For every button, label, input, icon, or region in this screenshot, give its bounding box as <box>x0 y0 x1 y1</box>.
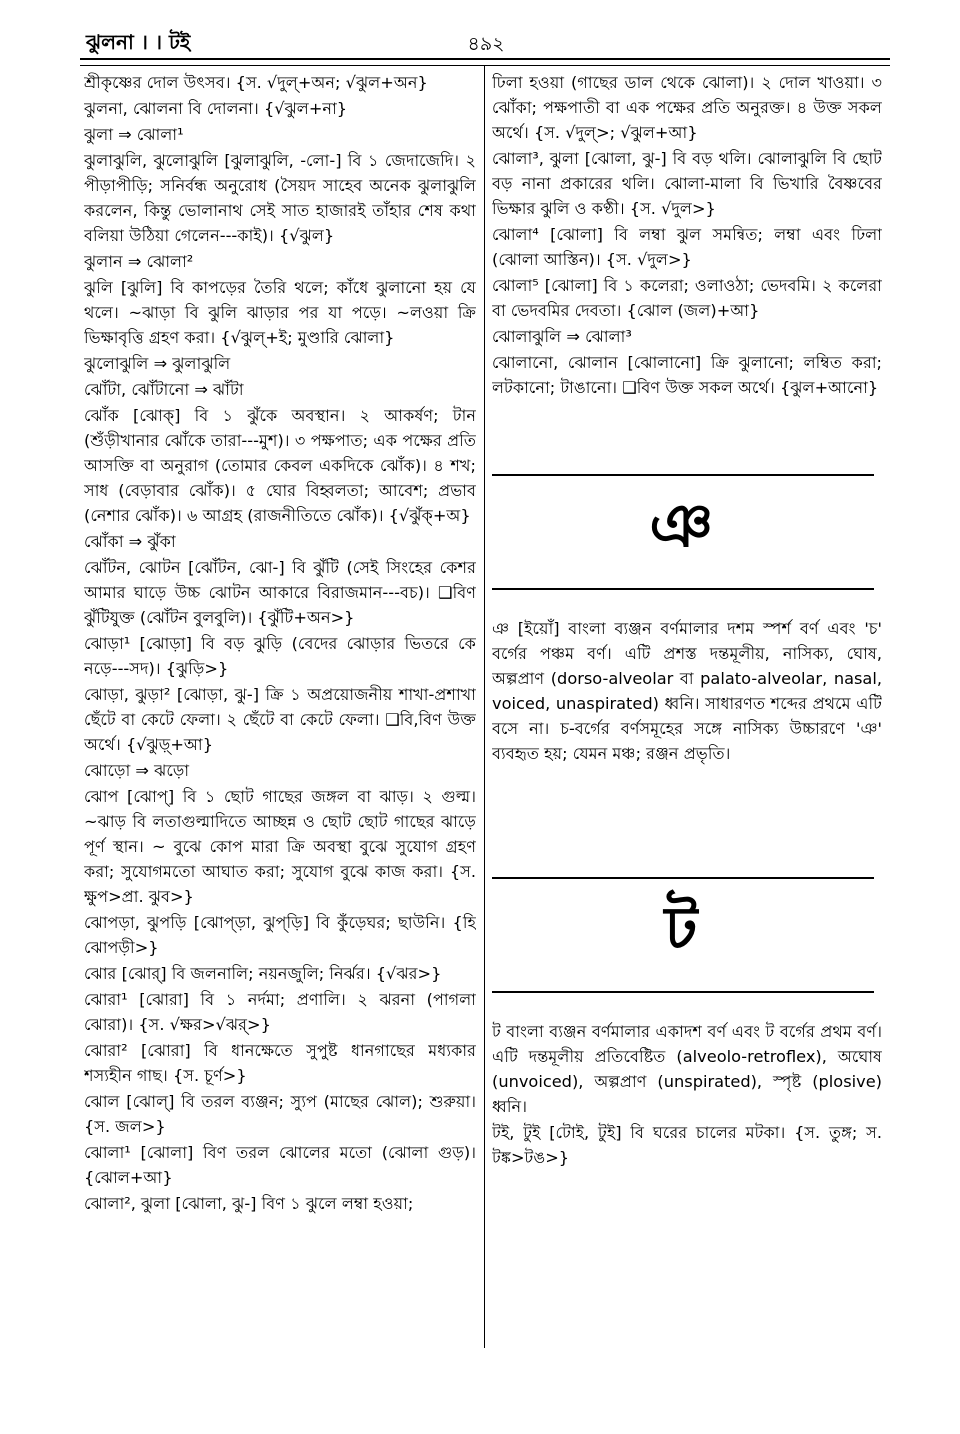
dictionary-entry: ঝোল [ঝোল্] বি তরল ব্যঞ্জন; স্যুপ (মাছের ঝোল); শুরুয়া। {স. জল>} <box>84 1092 476 1136</box>
dictionary-entry: ঝোলানো, ঝোলান [ঝোলানো] ক্রি ঝুলানো; লম্বিত করা; লটকানো; টাঙানো। ❑বিণ উক্ত সকল অর্থে। {ঝুল+আনো} <box>492 353 882 397</box>
dictionary-entry: ঝোপ [ঝোপ্] বি ১ ছোট গাছের জঙ্গল বা ঝাড়। ২ গুল্ম। ~ঝাড় বি লতাগুল্মাদিতে আচ্ছন্ন ও ছোট ছোট গাছের ঝাড়ে পূর্ণ স্থান। ~ বুঝে কোপ মারা ক্রি অবস্থা বুঝে সুযোগ গ্রহণ করা; সুযোগমতো আঘাত করা; সুযোগ বুঝে কাজ করা। {স. ক্ষুপ>প্রা. ঝুব>} <box>84 787 476 906</box>
dictionary-entry: ঝুলনা, ঝোলনা বি দোলনা। {√ঝুল+না} <box>84 99 348 118</box>
dictionary-entry: শ্রীকৃষ্ণের দোল উৎসব। {স. √দুল্+অন; √ঝুল+অন} <box>84 73 428 92</box>
dictionary-entry: ঝুলি [ঝুলি] বি কাপড়ের তৈরি থলে; কাঁধে ঝুলানো হয় যে থলে। ~ঝাড়া বি ঝুলি ঝাড়ার পর যা পড়ে। ~লওয়া ক্রি ভিক্ষাবৃত্তি গ্রহণ করা। {√ঝুল্+ই; মুণ্ডারি ঝোলা} <box>84 278 476 347</box>
dictionary-entry: ঝোলা², ঝুলা [ঝোলা, ঝু-] বিণ ১ ঝুলে লম্বা হওয়া; <box>84 1194 414 1213</box>
left-column <box>84 70 476 1360</box>
dictionary-entry: ঝোলা⁵ [ঝোলা] বি ১ কলেরা; ওলাওঠা; ভেদবমি। ২ কলেরা বা ভেদবমির দেবতা। {ঝোল (জল)+আ} <box>492 276 882 320</box>
dictionary-entry: ঢিলা হওয়া (গাছের ডাল থেকে ঝোলা)। ২ দোল খাওয়া। ৩ ঝোঁকা; পক্ষপাতী বা এক পক্ষের প্রতি অনুরক্ত। ৪ উক্ত সকল অর্থে। {স. √দুল্>; √ঝুল+আ} <box>492 73 882 142</box>
dictionary-entry: ঝোলাঝুলি ⇒ ঝোলা³ <box>492 327 632 346</box>
dictionary-entry: ঝোঁটন, ঝোটন [ঝোঁটন, ঝো-] বি ঝুঁটি (সেই সিংহের কেশর আমার ঘাড়ে উচ্চ ঝোটন আকারে বিরাজমান---বচ)। ❑বিণ ঝুঁটিযুক্ত (ঝোঁটন বুলবুলি)। {ঝুঁটি+অন>} <box>84 558 476 627</box>
dictionary-entry: ঝোঁক [ঝোক্] বি ১ ঝুঁকে অবস্থান। ২ আকর্ষণ; টান (শুঁড়ীখানার ঝোঁকে তারা---মুশ)। ৩ পক্ষপাত; এক পক্ষের প্রতি আসক্তি বা অনুরাগ (তোমার কেবল একদিকে ঝোঁক)। ৪ শখ; সাধ (বেড়াবার ঝোঁক)। ৫ ঘোর বিহ্বলতা; আবেশ; প্রভাব (নেশার ঝোঁক)। ৬ আগ্রহ (রাজনীতিতে ঝোঁক)। {√ঝুঁক্+অ} <box>84 406 476 525</box>
letter-description-ta: ট বাংলা ব্যঞ্জন বর্ণমালার একাদশ বর্ণ এবং ট বর্গের প্রথম বর্ণ। এটি দন্তমূলীয় প্রতিবেষ্টিত (alveolo-retroflex), অঘোষ (unvoiced), অল্পপ্রাণ (unspirated), স্পৃষ্ট (plosive) ধ্বনি। <box>492 1022 882 1116</box>
dictionary-entry: ঝোলা⁴ [ঝোলা] বি লম্বা ঝুল সমন্বিত; লম্বা এবং ঢিলা (ঝোলা আস্তিন)। {স. √দুল>} <box>492 225 882 269</box>
dictionary-entry: ঝোঁকা ⇒ ঝুঁকা <box>84 532 176 551</box>
section-heading-ta: ট <box>664 894 698 964</box>
dictionary-entry: ঝুলান ⇒ ঝোলা² <box>84 252 194 271</box>
right-column <box>492 70 882 1390</box>
dictionary-entry: ঝোঁটা, ঝোঁটানো ⇒ ঝাঁটা <box>84 380 244 399</box>
dictionary-entry: ঝুলা ⇒ ঝোলা¹ <box>84 125 184 144</box>
dictionary-entry: ঝোর [ঝোর্] বি জলনালি; নয়নজুলি; নির্ঝর। {√ঝর>} <box>84 964 442 983</box>
letter-description-nya: ঞ [ইয়োঁ] বাংলা ব্যঞ্জন বর্ণমালার দশম স্পর্শ বর্ণ এবং 'চ' বর্গের পঞ্চম বর্ণ। এটি প্রশস্ত দন্তমূলীয়, নাসিক্য, ঘোষ, অল্পপ্রাণ (dorso-alveolar বা palato-alveolar, nasal, voiced, unaspirated) ধ্বনি। সাধারণত শব্দের প্রথমে এটি বসে না। চ-বর্গের বর্ণসমূহের সঙ্গে নাসিক্য উচ্চারণে 'ঞ' ব্যবহৃত হয়; যেমন মঞ্চ; রঞ্জন প্রভৃতি। <box>492 619 882 763</box>
section-heading-nya: ঞ <box>649 491 713 561</box>
guide-words: ঝুলনা । । টই <box>86 30 191 54</box>
dictionary-entry: ঝোড়া¹ [ঝোড়া] বি বড় ঝুড়ি (বেদের ঝোড়ার ভিতরে কে নড়ে---সদ)। {ঝুড়ি>} <box>84 634 476 678</box>
dictionary-entry: টই, টুই [টোই, টুই] বি ঘরের চালের মটকা। {স. তুঙ্গ; স. টঙ্ক>টঙ>} <box>492 1123 882 1167</box>
dictionary-entry: ঝুলোঝুলি ⇒ ঝুলাঝুলি <box>84 354 231 373</box>
dictionary-entry: ঝোরা¹ [ঝোরা] বি ১ নর্দমা; প্রণালি। ২ ঝরনা (পাগলা ঝোরা)। {স. √ক্ষর>√ঝর্>} <box>84 990 476 1034</box>
dictionary-entry: ঝোড়া, ঝুড়া² [ঝোড়া, ঝু-] ক্রি ১ অপ্রয়োজনীয় শাখা-প্রশাখা ছেঁটে বা কেটে ফেলা। ২ ছেঁটে বা কেটে ফেলা। ❑বি,বিণ উক্ত অর্থে। {√ঝুড়্+আ} <box>84 685 476 754</box>
dictionary-entry: ঝোপড়া, ঝুপড়ি [ঝোপ্‌ড়া, ঝুপ্‌ড়ি] বি কুঁড়েঘর; ছাউনি। {হি ঝোপড়ী>} <box>84 913 476 957</box>
dictionary-entry: ঝোলা¹ [ঝোলা] বিণ তরল ঝোলের মতো (ঝোলা গুড়)। {ঝোল+আ} <box>84 1143 476 1187</box>
dictionary-entry: ঝোড়ো ⇒ ঝড়ো <box>84 761 190 780</box>
page-number: ৪৯২ <box>467 33 505 55</box>
dictionary-entry: ঝোরা² [ঝোরা] বি ধানক্ষেতে সুপুষ্ট ধানগাছের মধ্যকার শস্যহীন গাছ। {স. চূর্ণ>} <box>84 1041 476 1085</box>
dictionary-entry: ঝুলাঝুলি, ঝুলোঝুলি [ঝুলাঝুলি, -লো-] বি ১ জেদাজেদি। ২ পীড়াপীড়ি; সনির্বন্ধ অনুরোধ (সৈয়দ সাহেব অনেক ঝুলাঝুলি করলেন, কিন্তু ভোলানাথ সেই সাত হাজারই তাঁহার শেষ কথা বলিয়া উঠিয়া গেলেন---কাই)। {√ঝুল} <box>84 151 476 245</box>
column-divider <box>484 66 485 1348</box>
header-rule <box>80 58 890 66</box>
dictionary-entry: ঝোলা³, ঝুলা [ঝোলা, ঝু-] বি বড় থলি। ঝোলাঝুলি বি ছোট বড় নানা প্রকারের থলি। ঝোলা-মালা বি ভিখারি বৈষ্ণবের ভিক্ষার ঝুলি ও কণ্ঠী। {স. √দুল>} <box>492 149 882 218</box>
page-header <box>86 28 886 62</box>
